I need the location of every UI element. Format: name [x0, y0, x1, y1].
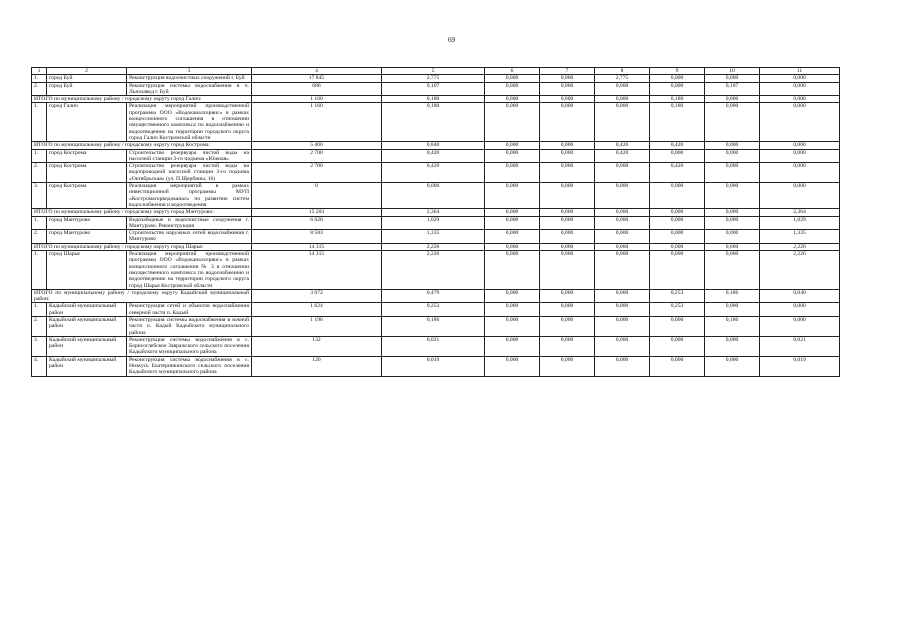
value-cell: 0,000: [705, 149, 760, 163]
value-cell: 0,000: [650, 316, 705, 336]
total-value: 0,420: [595, 142, 650, 149]
row-number: 3.: [32, 183, 47, 209]
value-cell: 0,180: [382, 103, 485, 142]
total-value: 0,186: [705, 289, 760, 303]
value-cell: 1 160: [252, 103, 382, 142]
total-value: 0,000: [485, 142, 540, 149]
total-value: 1 160: [252, 96, 382, 103]
measure-description: Реализация мероприятий производственной программы ООО «Водоканалсервис» в рамках концессионного соглашения в отношении имущественного комплекса по водоснабжению и водоотведению на территории городского округа город Галич Костромской области: [127, 103, 252, 142]
measure-description: Строительство резервуара чистой воды на насосной станции 3-го подъема «Южная»: [127, 149, 252, 163]
total-value: 0,000: [485, 243, 540, 250]
measure-description: Строительство резервуара чистой воды на водопроводной насосной станции 3-го подъема «Октябрьская» (ул. П.Щербины, 16): [127, 163, 252, 183]
table-body: [32, 68, 840, 377]
municipality: город Мантурово: [47, 230, 127, 244]
value-cell: 0,000: [760, 149, 840, 163]
value-cell: 0,000: [540, 216, 595, 230]
municipality: город Буй: [47, 75, 127, 82]
column-number: 11: [760, 68, 840, 75]
value-cell: 0,019: [760, 356, 840, 376]
value-cell: 0,000: [485, 251, 540, 290]
total-value: 0,000: [760, 142, 840, 149]
value-cell: 120: [252, 356, 382, 376]
total-value: 0,420: [650, 142, 705, 149]
total-value: 0,000: [485, 289, 540, 303]
value-cell: 0,000: [705, 103, 760, 142]
table-row: [32, 356, 840, 376]
row-number: 1.: [32, 303, 47, 317]
table-row: [32, 316, 840, 336]
value-cell: 0,000: [485, 75, 540, 82]
municipality: город Кострома: [47, 183, 127, 209]
value-cell: 0,000: [595, 303, 650, 317]
value-cell: 0,000: [595, 230, 650, 244]
value-cell: 0,420: [382, 163, 485, 183]
municipality: Кадыйский муниципальный район: [47, 316, 127, 336]
value-cell: 0,000: [760, 183, 840, 209]
total-row: [32, 289, 840, 303]
total-value: 15 203: [252, 209, 382, 216]
value-cell: 0,021: [382, 336, 485, 356]
row-number: 2.: [32, 316, 47, 336]
value-cell: 0,000: [760, 163, 840, 183]
value-cell: 8 583: [252, 230, 382, 244]
row-number: 2.: [32, 163, 47, 183]
value-cell: 0,000: [540, 183, 595, 209]
table-row: [32, 251, 840, 290]
total-value: 0,000: [650, 243, 705, 250]
total-value: 0,000: [760, 96, 840, 103]
value-cell: 0,000: [595, 216, 650, 230]
total-value: 0,180: [650, 96, 705, 103]
table-row: [32, 216, 840, 230]
value-cell: 0,000: [485, 149, 540, 163]
column-number: 1: [32, 68, 47, 75]
value-cell: 0,180: [650, 103, 705, 142]
value-cell: 0,000: [382, 183, 485, 209]
value-cell: 0,000: [650, 356, 705, 376]
total-value: 0,000: [595, 243, 650, 250]
value-cell: 0,186: [705, 316, 760, 336]
row-number: 1.: [32, 75, 47, 82]
row-number: 1.: [32, 103, 47, 142]
value-cell: 0,000: [705, 251, 760, 290]
value-cell: 0,000: [485, 336, 540, 356]
table-row: [32, 75, 840, 82]
municipality: город Кострома: [47, 163, 127, 183]
total-row: [32, 243, 840, 250]
row-number: 1.: [32, 216, 47, 230]
value-cell: 1,029: [382, 216, 485, 230]
row-number: 1.: [32, 251, 47, 290]
value-cell: 0,000: [760, 75, 840, 82]
value-cell: 2,775: [382, 75, 485, 82]
row-number: 3.: [32, 336, 47, 356]
value-cell: 0,000: [650, 336, 705, 356]
row-number: 2.: [32, 82, 47, 96]
total-value: 0,000: [650, 209, 705, 216]
value-cell: 0,000: [705, 75, 760, 82]
value-cell: 0,000: [540, 103, 595, 142]
column-number: 10: [705, 68, 760, 75]
column-number: 5: [382, 68, 485, 75]
value-cell: 1 196: [252, 316, 382, 336]
table-row: [32, 103, 840, 142]
column-number: 3: [127, 68, 252, 75]
total-value: 2,364: [760, 209, 840, 216]
column-number: 4: [252, 68, 382, 75]
measure-description: Реализация мероприятий в рамках инвестиционной программы МУП «Костромагорводоканал» по развитию систем водоснабжения и водоотведения: [127, 183, 252, 209]
total-value: 0,000: [705, 243, 760, 250]
total-label: ИТОГО по муниципальному району / городскому округу город Шарья:: [32, 243, 252, 250]
value-cell: 0,000: [760, 103, 840, 142]
value-cell: 0,000: [705, 216, 760, 230]
table-row: [32, 303, 840, 317]
municipality: город Шарья: [47, 251, 127, 290]
column-number: 6: [485, 68, 540, 75]
total-label: ИТОГО по муниципальному району / городскому округу город Кострома:: [32, 142, 252, 149]
value-cell: 0,253: [382, 303, 485, 317]
value-cell: 2,775: [595, 75, 650, 82]
row-number: 2.: [32, 230, 47, 244]
municipality: город Галич: [47, 103, 127, 142]
column-number: 8: [595, 68, 650, 75]
total-value: 2,226: [382, 243, 485, 250]
value-cell: 0,000: [650, 216, 705, 230]
municipality: Кадыйский муниципальный район: [47, 303, 127, 317]
total-value: 14 315: [252, 243, 382, 250]
total-value: 2,364: [382, 209, 485, 216]
column-number: 9: [650, 68, 705, 75]
total-row: [32, 142, 840, 149]
value-cell: 2 700: [252, 149, 382, 163]
measure-description: Строительство наружных сетей водоснабжения г. Мантурово: [127, 230, 252, 244]
value-cell: 0,000: [485, 103, 540, 142]
value-cell: 0,107: [382, 82, 485, 96]
value-cell: 0,000: [485, 163, 540, 183]
measure-description: Реконструкция системы водоснабжения в п. Льнозавод г. Буй: [127, 82, 252, 96]
total-value: 0,000: [595, 289, 650, 303]
value-cell: 0,000: [540, 75, 595, 82]
header-row: [32, 68, 840, 75]
value-cell: 0,186: [382, 316, 485, 336]
total-value: 0,000: [595, 209, 650, 216]
value-cell: 2,226: [760, 251, 840, 290]
value-cell: 1 624: [252, 303, 382, 317]
value-cell: 0,019: [382, 356, 485, 376]
measure-description: Водозаборные и водоочистные сооружения г. Мантурово. Реконструкция: [127, 216, 252, 230]
value-cell: 0,021: [760, 336, 840, 356]
value-cell: 0,000: [650, 75, 705, 82]
value-cell: 0,107: [705, 82, 760, 96]
value-cell: 0,000: [540, 230, 595, 244]
value-cell: 0,000: [705, 183, 760, 209]
municipality: город Мантурово: [47, 216, 127, 230]
table-row: [32, 336, 840, 356]
page-number: 69: [448, 36, 455, 44]
measure-description: Реконструкция сетей и объектов водоснабжения северной части п. Кадый: [127, 303, 252, 317]
value-cell: 0,000: [595, 251, 650, 290]
measure-description: Реконструкция системы водоснабжения в с. Низкусь Екатеринкинского сельского поселения Кадыйского муниципального района: [127, 356, 252, 376]
table-row: [32, 183, 840, 209]
value-cell: 17 845: [252, 75, 382, 82]
total-value: 0,000: [540, 209, 595, 216]
table-row: [32, 163, 840, 183]
value-cell: 0,000: [485, 183, 540, 209]
value-cell: 0,000: [705, 356, 760, 376]
value-cell: 0,000: [705, 163, 760, 183]
total-value: 0,000: [705, 142, 760, 149]
value-cell: 0,000: [595, 183, 650, 209]
total-value: 0,000: [705, 209, 760, 216]
value-cell: 0,000: [595, 82, 650, 96]
value-cell: 0,000: [595, 336, 650, 356]
municipality: Кадыйский муниципальный район: [47, 336, 127, 356]
row-number: 4.: [32, 356, 47, 376]
value-cell: 0,420: [595, 149, 650, 163]
value-cell: 0,000: [540, 251, 595, 290]
value-cell: 0,000: [650, 230, 705, 244]
value-cell: 0,420: [650, 163, 705, 183]
value-cell: 0,000: [485, 230, 540, 244]
total-value: 0,000: [540, 289, 595, 303]
total-label: ИТОГО по муниципальному району / городскому округу город Галич:: [32, 96, 252, 103]
total-value: 5 400: [252, 142, 382, 149]
value-cell: 2,226: [382, 251, 485, 290]
value-cell: 686: [252, 82, 382, 96]
value-cell: 2 700: [252, 163, 382, 183]
value-cell: 0,000: [650, 82, 705, 96]
value-cell: 0,000: [650, 183, 705, 209]
value-cell: 0,253: [650, 303, 705, 317]
value-cell: 0,000: [540, 303, 595, 317]
value-cell: 0,000: [540, 163, 595, 183]
value-cell: 0,000: [485, 216, 540, 230]
value-cell: 0,000: [705, 303, 760, 317]
measure-description: Реконструкция системы водоснабжения в южной части п. Кадый Кадыйского муниципального района: [127, 316, 252, 336]
total-value: 0,180: [382, 96, 485, 103]
value-cell: 0,000: [650, 149, 705, 163]
value-cell: 0,000: [485, 82, 540, 96]
total-value: 2,226: [760, 243, 840, 250]
total-label: ИТОГО по муниципальному району / городскому округу Кадыйский муниципальный район:: [32, 289, 252, 303]
total-value: 0,000: [705, 96, 760, 103]
table-row: [32, 149, 840, 163]
column-number: 7: [540, 68, 595, 75]
value-cell: 0,000: [485, 316, 540, 336]
value-cell: 1,029: [760, 216, 840, 230]
municipality: город Буй: [47, 82, 127, 96]
investment-table: [31, 67, 840, 377]
value-cell: 0,000: [595, 356, 650, 376]
value-cell: 0,000: [485, 303, 540, 317]
total-label: ИТОГО по муниципальному району / городскому округу город Мантурово:: [32, 209, 252, 216]
column-number: 2: [47, 68, 127, 75]
value-cell: 0,000: [760, 303, 840, 317]
total-value: 3 072: [252, 289, 382, 303]
value-cell: 1,335: [382, 230, 485, 244]
value-cell: 0,000: [595, 103, 650, 142]
value-cell: 14 315: [252, 251, 382, 290]
table-row: [32, 230, 840, 244]
value-cell: 0,000: [705, 336, 760, 356]
measure-description: Реконструкция водоочистных сооружений г. Буй: [127, 75, 252, 82]
measure-description: Реконструкция системы водоснабжения в с. Борисоглебское Завражского сельского поселения Кадыйского муниципального района: [127, 336, 252, 356]
total-row: [32, 96, 840, 103]
value-cell: 0,000: [540, 336, 595, 356]
total-row: [32, 209, 840, 216]
total-value: 0,479: [382, 289, 485, 303]
value-cell: 6 620: [252, 216, 382, 230]
measure-description: Реализация мероприятий производственной программы ООО «Водоканалсервис» в рамках концессионного соглашения № 3 в отношении имущественного комплекса по водоснабжению и водоотведению на территории городского округа город Шарья Костромской области: [127, 251, 252, 290]
value-cell: 0,000: [595, 316, 650, 336]
total-value: 0,000: [540, 142, 595, 149]
total-value: 0,000: [540, 96, 595, 103]
value-cell: 0: [252, 183, 382, 209]
value-cell: 0,000: [760, 316, 840, 336]
total-value: 0,040: [760, 289, 840, 303]
value-cell: 0,000: [485, 356, 540, 376]
total-value: 0,840: [382, 142, 485, 149]
value-cell: 132: [252, 336, 382, 356]
value-cell: 0,000: [540, 149, 595, 163]
table-row: [32, 82, 840, 96]
row-number: 1.: [32, 149, 47, 163]
total-value: 0,000: [540, 243, 595, 250]
total-value: 0,000: [595, 96, 650, 103]
value-cell: 0,000: [760, 82, 840, 96]
total-value: 0,000: [485, 209, 540, 216]
municipality: город Кострома: [47, 149, 127, 163]
value-cell: 0,420: [382, 149, 485, 163]
value-cell: 0,000: [705, 230, 760, 244]
municipality: Кадыйский муниципальный район: [47, 356, 127, 376]
total-value: 0,253: [650, 289, 705, 303]
total-value: 0,000: [485, 96, 540, 103]
value-cell: 0,000: [540, 316, 595, 336]
value-cell: 0,000: [540, 356, 595, 376]
value-cell: 0,000: [540, 82, 595, 96]
value-cell: 0,000: [650, 251, 705, 290]
value-cell: 1,335: [760, 230, 840, 244]
value-cell: 0,000: [595, 163, 650, 183]
